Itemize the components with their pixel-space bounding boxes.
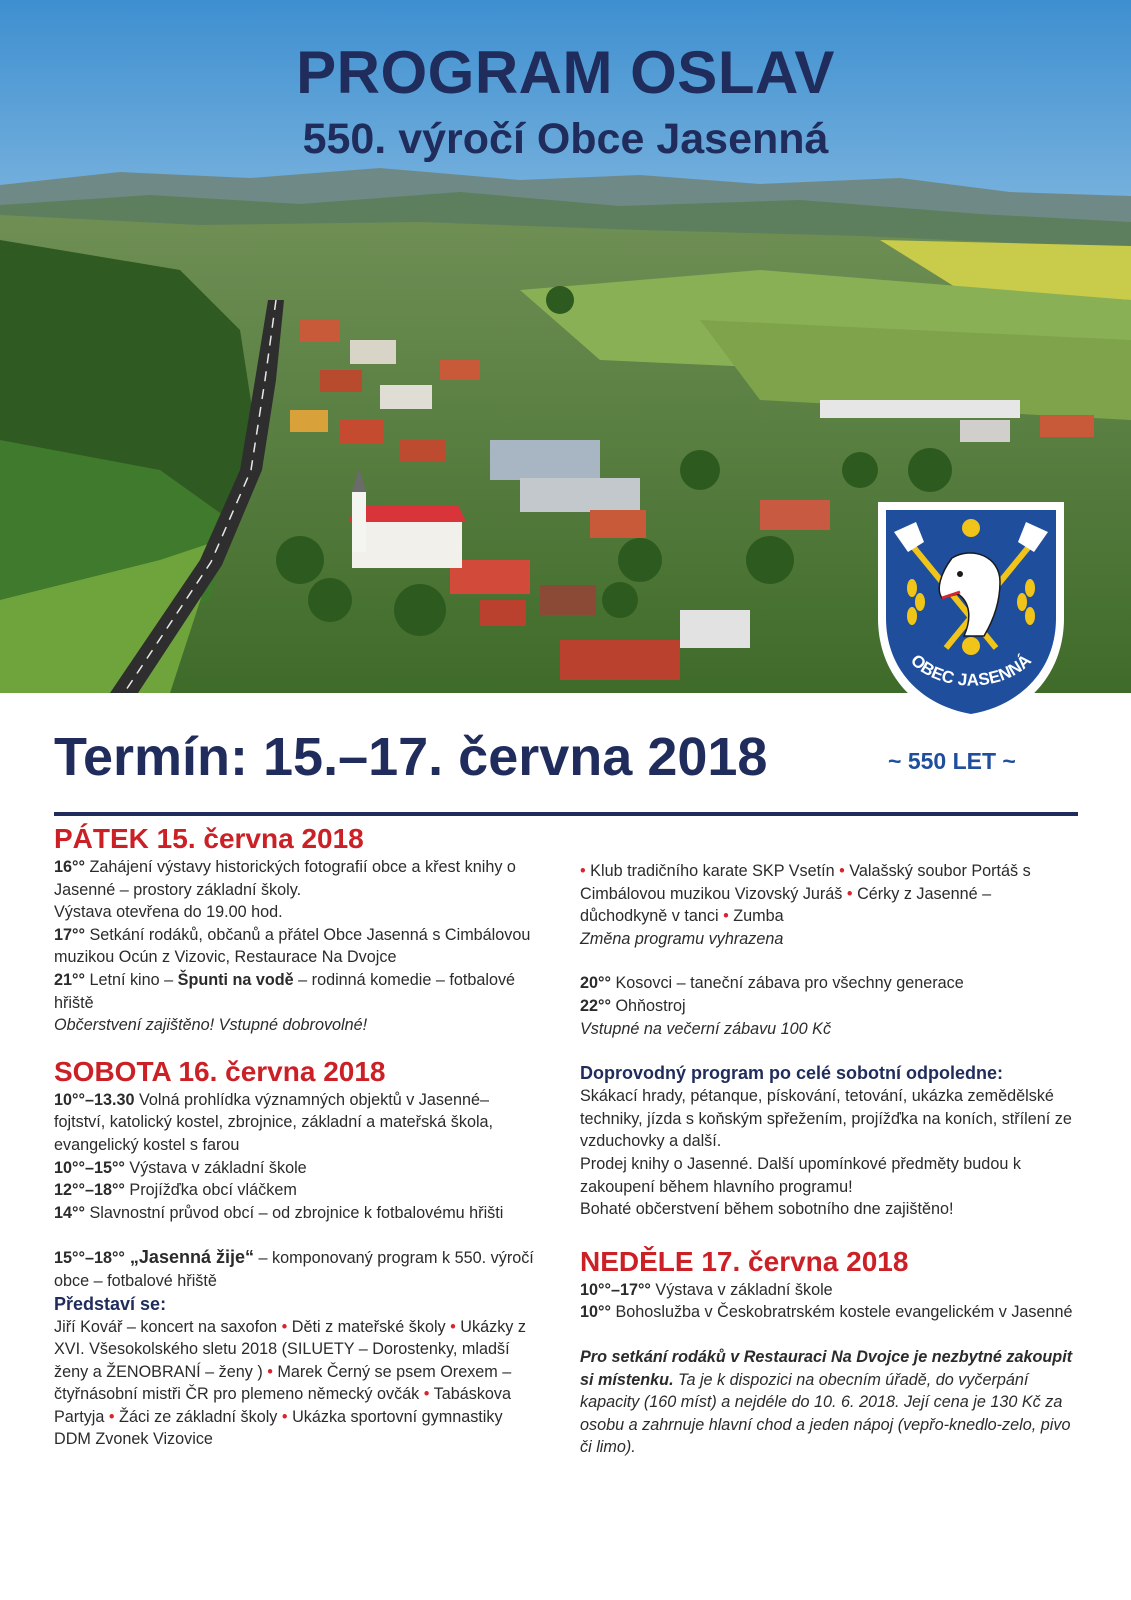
anniversary-badge: ~ 550 LET ~	[888, 748, 1016, 774]
coat-of-arms-emblem	[872, 498, 1070, 728]
friday-note: Občerstvení zajištěno! Vstupné dobrovolné!	[54, 1016, 368, 1035]
saturday-heading: SOBOTA 16. června 2018	[54, 1055, 386, 1087]
saturday-item: 10°°–13.30 Volná prohlídka významných objektů v Jasenné– fojtství, katolický kostel, zbrojnice, základní a mateřská škola, evangelický kostel s farou	[54, 1090, 494, 1154]
event-date: Termín: 15.–17. června 2018	[54, 727, 768, 787]
emblem-text: OBEC JASENNÁ	[907, 650, 1035, 690]
right-column	[580, 860, 1080, 1459]
saturday-item: 10°°–15°° Výstava v základní škole	[54, 1158, 307, 1177]
sunday-item: 10°°–17°° Výstava v základní škole	[580, 1280, 833, 1299]
program-change-note: Změna programu vyhrazena	[580, 929, 784, 948]
page-subtitle: 550. výročí Obce Jasenná	[302, 115, 829, 163]
performers-list: Jiří Kovář – koncert na saxofon • Děti z mateřské školy • Ukázky z XVI. Všesokolského sletu 2018 (SILUETY – Dorostenky, mladší ženy a ŽENOBRANÍ – ženy ) • Marek Černý se psem Orexem – čtyřnásobní mistři ČR pro plemeno německý ovčák • Tabáskova Partyja • Žáci ze základní školy • Ukázka sportovní gymnastiky DDM Zvonek Vizovice	[54, 1317, 526, 1449]
reservation-note: Pro setkání rodáků v Restauraci Na Dvojce je nezbytné zakoupit si místenku. Ta je k dispozici na obecním úřadě, do vyčerpání kapacity (160 míst) a nejdéle do 10. 6. 2018. Její cena je 130 Kč za osobu a zahrnuje hlavní chod a jeden nápoj (vepřo-knedlo-zelo, pivo či limo).	[580, 1347, 1073, 1457]
page-title: PROGRAM OSLAV	[296, 39, 835, 106]
side-program-text: Bohaté občerstvení během sobotního dne zajištěno!	[580, 1200, 954, 1219]
evening-entry-note: Vstupné na večerní zábavu 100 Kč	[580, 1019, 832, 1038]
evening-item: 22°° Ohňostroj	[580, 996, 686, 1015]
friday-item: Výstava otevřena do 19.00 hod.	[54, 903, 283, 922]
friday-item: 21°° Letní kino – Špunti na vodě – rodinná komedie – fotbalové hřiště	[54, 970, 516, 1012]
side-program-heading: Doprovodný program po celé sobotní odpoledne:	[580, 1063, 1004, 1084]
performers-list-continued: • Klub tradičního karate SKP Vsetín • Valašský soubor Portáš s Cimbálovou muzikou Vizovský Juráš • Cérky z Jasenné – důchodkyně v tanci • Zumba	[580, 862, 1031, 926]
side-program-text: Skákací hrady, pétanque, pískování, tetování, ukázka zemědělské techniky, jízda s koňským spřežením, projížďka na koních, střílení ze vzduchovky a další.	[580, 1087, 1072, 1151]
evening-item: 20°° Kosovci – taneční zábava pro všechny generace	[580, 974, 964, 993]
performers-heading: Představí se:	[54, 1293, 167, 1314]
saturday-item: 14°° Slavnostní průvod obcí – od zbrojnice k fotbalovému hřišti	[54, 1203, 504, 1222]
saturday-item: 15°°–18°° „Jasenná žije“ – komponovaný program k 550. výročí obce – fotbalové hřiště	[54, 1247, 534, 1290]
divider	[54, 812, 1078, 816]
sunday-heading: NEDĚLE 17. června 2018	[580, 1245, 909, 1277]
left-column	[54, 822, 542, 1451]
friday-item: 17°° Setkání rodáků, občanů a přátel Obce Jasenná s Cimbálovou muzikou Ocún z Vizovic, Restaurace Na Dvojce	[54, 925, 531, 967]
friday-heading: PÁTEK 15. června 2018	[54, 823, 364, 854]
sunday-item: 10°° Bohoslužba v Českobratrském kostele evangelickém v Jasenné	[580, 1303, 1073, 1322]
friday-item: 16°° Zahájení výstavy historických fotografií obce a křest knihy o Jasenné – prostory základní školy.	[54, 858, 516, 899]
saturday-item: 12°°–18°° Projížďka obcí vláčkem	[54, 1181, 297, 1200]
side-program-text: Prodej knihy o Jasenné. Další upomínkové předměty budou k zakoupení během hlavního programu!	[580, 1154, 1021, 1196]
